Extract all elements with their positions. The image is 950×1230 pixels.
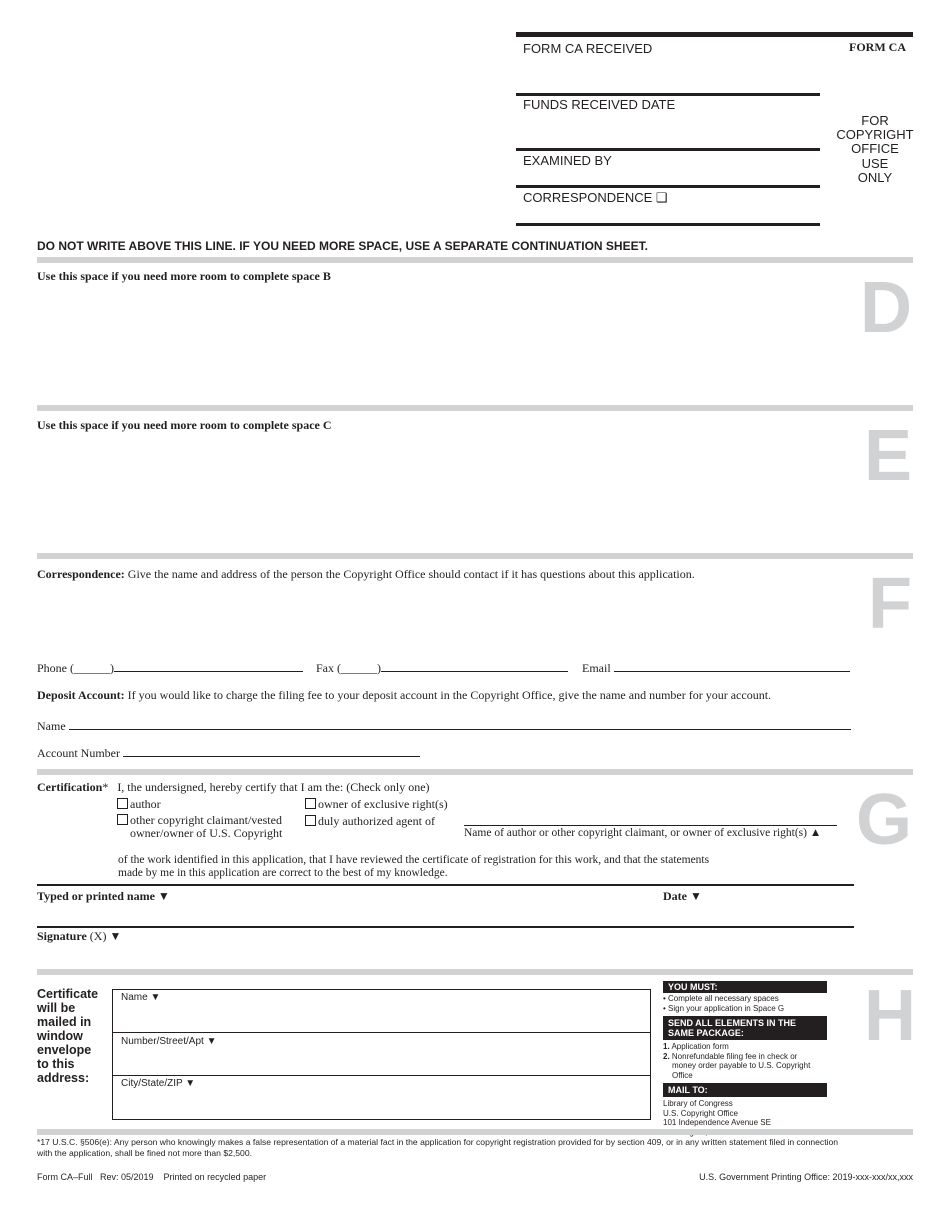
checkbox-box[interactable] (117, 814, 128, 825)
checkbox-box[interactable] (117, 798, 128, 809)
space-e-instruction: Use this space if you need more room to complete space C (37, 418, 332, 432)
do-not-write-warning: DO NOT WRITE ABOVE THIS LINE. IF YOU NEED MORE SPACE, USE A SEPARATE CONTINUATION SHEET. (37, 239, 648, 253)
package-item-1: 1. Application form (663, 1042, 729, 1051)
section-divider (37, 553, 913, 559)
checkbox-author[interactable]: author (117, 797, 161, 812)
mailing-instructions (663, 981, 827, 1137)
email-field[interactable]: Email (582, 659, 850, 676)
deposit-name-field[interactable]: Name (37, 717, 851, 734)
rule (516, 148, 820, 151)
section-letter-h: H (864, 976, 916, 1056)
copyright-office-address: Library of Congress U.S. Copyright Office 101 Independence Avenue SE (663, 1099, 771, 1127)
section-letter-f: F (868, 564, 912, 644)
certification-intro: Certification* I, the undersigned, hereby certify that I am the: (Check only one) (37, 780, 430, 794)
checkbox-authorized-agent[interactable]: duly authorized agent of (305, 814, 435, 829)
you-must-heading: YOU MUST: (663, 981, 827, 993)
office-use-only-label: FOR COPYRIGHT OFFICE USE ONLY (836, 113, 914, 185)
rule (37, 884, 854, 886)
mail-to-heading: MAIL TO: (663, 1083, 827, 1097)
correspondence-address-area[interactable] (37, 584, 847, 654)
mail-certificate-label: Certificate will be mailed in window envelope to this address: (37, 987, 99, 1085)
agent-name-caption: Name of author or other copyright claimant, or owner of exclusive right(s) ▲ (464, 827, 822, 839)
section-letter-d: D (860, 268, 912, 348)
checkbox-owner-exclusive-rights[interactable]: owner of exclusive right(s) (305, 797, 448, 812)
section-divider (37, 257, 913, 263)
section-letter-g: G (856, 780, 913, 860)
space-e-continuation-area[interactable] (37, 434, 847, 549)
fax-field[interactable]: Fax (______) (316, 659, 568, 676)
rule (516, 223, 820, 226)
rule (516, 185, 820, 188)
examined-by-label: EXAMINED BY (523, 153, 612, 168)
funds-received-label: FUNDS RECEIVED DATE (523, 97, 676, 112)
signature-area[interactable] (37, 945, 854, 967)
mail-street-field[interactable]: Number/Street/Apt ▼ (113, 1033, 650, 1076)
phone-field[interactable]: Phone (______) (37, 659, 303, 676)
account-number-field[interactable]: Account Number (37, 744, 420, 761)
printing-office-info: U.S. Government Printing Office: 2019-xxx-xxx/xx,xxx (699, 1172, 913, 1182)
checkbox-box[interactable] (305, 815, 316, 826)
date-label: Date ▼ (663, 889, 702, 903)
correspondence-check-label: CORRESPONDENCE ❑ (523, 190, 668, 205)
correspondence-instruction: Correspondence: Give the name and address of the person the Copyright Office should contact if it has questions about this application. (37, 567, 695, 581)
must-item: • Complete all necessary spaces (663, 994, 779, 1003)
form-revision-info: Form CA–Full Rev: 05/2019 Printed on recycled paper (37, 1172, 267, 1182)
deposit-account-instruction: Deposit Account: If you would like to charge the filing fee to your deposit account in the Copyright Office, give the name and number for your account. (37, 688, 772, 702)
package-item-2: 2. Nonrefundable filing fee in check or money order payable to U.S. Copyright Office (663, 1051, 811, 1080)
signature-label: Signature (X) ▼ (37, 929, 122, 943)
must-item: • Sign your application in Space G (663, 1003, 785, 1013)
form-ca-received-label: FORM CA RECEIVED (523, 41, 653, 56)
section-divider (37, 969, 913, 975)
mailing-address-box (112, 989, 651, 1120)
certification-statement: of the work identified in this application, that I have reviewed the certificate of registration for this work, and that the statements made by me in this application are correct to the best of my knowledge. (118, 854, 710, 879)
checkbox-box[interactable] (305, 798, 316, 809)
mail-name-field[interactable]: Name ▼ (113, 990, 650, 1033)
top-rule (516, 32, 913, 37)
section-divider (37, 1129, 913, 1135)
typed-name-label: Typed or printed name ▼ (37, 889, 170, 903)
mail-city-field[interactable]: City/State/ZIP ▼ (121, 1078, 196, 1089)
send-all-heading: SEND ALL ELEMENTS IN THE SAME PACKAGE: (663, 1016, 827, 1040)
space-d-continuation-area[interactable] (37, 285, 847, 400)
false-representation-footnote: *17 U.S.C. §506(e): Any person who knowingly makes a false representation of a material fact in the application for copyright registration provided for by section 409, or in any written statement filed in connection with the application, shall be fined not more than $2,500. (37, 1137, 839, 1158)
form-id: FORM CA (849, 40, 906, 54)
rule (37, 926, 854, 928)
space-d-instruction: Use this space if you need more room to complete space B (37, 269, 331, 283)
rule (516, 93, 820, 96)
typed-name-input-area[interactable] (37, 903, 854, 925)
section-divider (37, 405, 913, 411)
checkbox-other-claimant[interactable]: other copyright claimant/vested owner/owner of U.S. Copyright (117, 814, 282, 840)
section-divider (37, 769, 913, 775)
section-letter-e: E (864, 416, 913, 496)
agent-of-name-line[interactable] (464, 825, 837, 826)
